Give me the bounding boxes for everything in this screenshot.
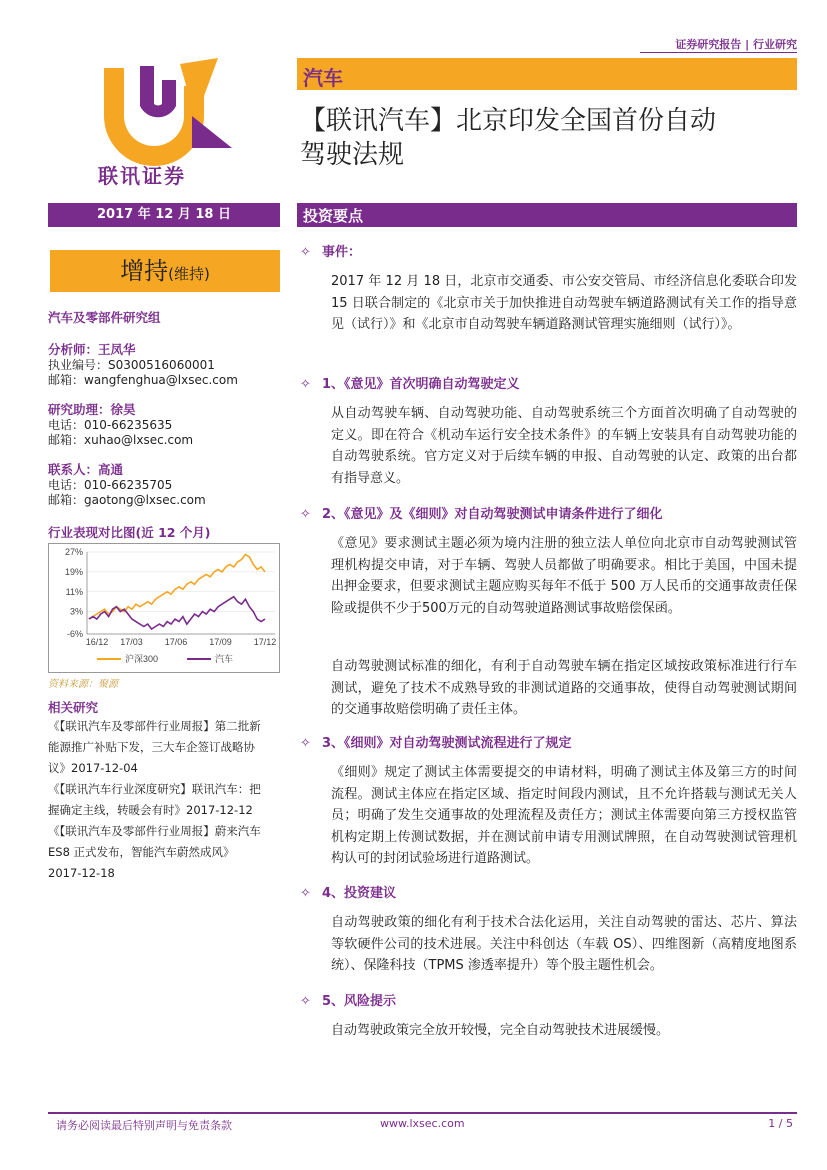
summary-title: 投资要点 bbox=[303, 207, 364, 225]
diamond-bullet-icon: ✧ bbox=[300, 377, 311, 392]
report-date: 2017 年 12 月 18 日 bbox=[48, 203, 280, 227]
assistant-phone: 电话：010-66235635 bbox=[48, 418, 173, 432]
related-item[interactable]: 《【联讯汽车行业深度研究】联讯汽车：把 bbox=[48, 782, 261, 796]
related-item[interactable]: 2017-12-18 bbox=[48, 866, 115, 880]
diamond-bullet-icon: ✧ bbox=[300, 507, 311, 522]
section-heading-text: 1、《意见》首次明确自动驾驶定义 bbox=[322, 377, 520, 392]
section-heading bbox=[300, 732, 572, 751]
section-paragraph: 自动驾驶政策的细化有利于技术合法化运用，关注自动驾驶的雷达、芯片、算法等软硬件公司的技术进展。关注中科创达（车载 OS）、四维图新（高精度地图系统）、保隆科技（TPMS 渗透率提升）等个股主题性机会。 bbox=[331, 915, 797, 973]
footer-disclaimer[interactable]: 请务必阅读最后特别声明与免责条款 bbox=[56, 1119, 232, 1132]
industry-label: 汽车 bbox=[303, 66, 343, 90]
section-heading-text: 4、投资建议 bbox=[322, 886, 397, 901]
report-title bbox=[300, 104, 800, 172]
rating-main: 增持 bbox=[120, 257, 169, 285]
related-item[interactable]: 《【联讯汽车及零部件行业周报】蔚来汽车 bbox=[48, 824, 261, 838]
title-line-2: 驾驶法规 bbox=[300, 140, 405, 170]
related-item[interactable]: 能源推广补贴下发，三大车企签订战略协 bbox=[48, 740, 255, 754]
header-divider bbox=[640, 52, 797, 53]
section-heading bbox=[300, 990, 396, 1009]
x-tick-label: 16/12 bbox=[85, 637, 109, 647]
footer-divider bbox=[48, 1112, 797, 1114]
y-tick-label: -6% bbox=[66, 629, 83, 639]
chart-title: 行业表现对比图(近 12 个月) bbox=[48, 525, 211, 540]
section-heading-text: 2、《意见》及《细则》对自动驾驶测试申请条件进行了细化 bbox=[322, 507, 663, 522]
rating-box bbox=[50, 250, 280, 292]
diamond-bullet-icon: ✧ bbox=[300, 245, 311, 260]
related-item[interactable]: 议》2017-12-04 bbox=[48, 761, 138, 775]
diamond-bullet-icon: ✧ bbox=[300, 886, 311, 901]
section-paragraph: 《细则》规定了测试主体需要提交的申请材料，明确了测试主体及第三方的时间流程。测试主体应在指定区域、指定时间段内测试，且不允许搭载与测试无关人员；明确了发生交通事故的处理流程及责任方；测试主体需要向第三方授权监管机构定期上传测试数据，并在测试前申请专用测试牌照，在自动驾驶测试管理机构认可的封闭试验场进行道路测试。 bbox=[331, 765, 797, 866]
analyst-email[interactable]: 邮箱：wangfenghua@lxsec.com bbox=[48, 373, 238, 387]
section-heading bbox=[300, 373, 520, 392]
section-paragraph: 自动驾驶政策完全放开较慢，完全自动驾驶技术进展缓慢。 bbox=[331, 1023, 670, 1038]
legend-label: 沪深300 bbox=[125, 654, 159, 664]
x-tick-label: 17/12 bbox=[253, 637, 277, 647]
industry-bar bbox=[297, 58, 797, 90]
section-paragraph: 2017 年 12 月 18 日，北京市交通委、市公安交管局、市经济信息化委联合印发 15 日联合制定的《北京市关于加快推进自动驾驶车辆道路测试有关工作的指导意见（试行）》和《北京市自动驾驶车辆道路测试管理实施细则（试行）》。 bbox=[331, 274, 797, 332]
y-tick-label: 19% bbox=[64, 566, 83, 577]
legend-label: 汽车 bbox=[215, 654, 234, 664]
series-line-0 bbox=[89, 555, 265, 620]
related-title: 相关研究 bbox=[48, 700, 99, 715]
related-item[interactable]: 握确定主线，转暖会有时》2017-12-12 bbox=[48, 803, 253, 817]
section-paragraph: 自动驾驶测试标准的细化，有利于自动驾驶车辆在指定区域按政策标准进行行车测试，避免了技术不成熟导致的非测试道路的交通事故，使得自动驾驶测试期间的交通事故赔偿明确了责任主体。 bbox=[331, 659, 797, 717]
related-item[interactable]: 《【联讯汽车及零部件行业周报】第二批新 bbox=[48, 719, 261, 733]
x-tick-label: 17/03 bbox=[120, 637, 143, 647]
contact-phone: 电话：010-66235705 bbox=[48, 478, 173, 492]
y-tick-label: 27% bbox=[64, 547, 83, 557]
chart-source: 资料来源：聚源 bbox=[48, 679, 118, 690]
section-heading bbox=[300, 882, 396, 901]
contact-email[interactable]: 邮箱：gaotong@lxsec.com bbox=[48, 493, 206, 507]
y-tick-label: 3% bbox=[69, 606, 83, 617]
report-type: 证券研究报告 | 行业研究 bbox=[675, 38, 797, 51]
x-tick-label: 17/09 bbox=[209, 637, 232, 647]
assistant-name: 研究助理：徐昊 bbox=[48, 402, 136, 417]
section-heading bbox=[300, 503, 663, 522]
section-heading-text: 3、《细则》对自动驾驶测试流程进行了规定 bbox=[322, 736, 572, 751]
logo-text: 联讯证券 bbox=[98, 164, 186, 188]
footer-website[interactable]: www.lxsec.com bbox=[380, 1117, 465, 1130]
section-heading-text: 5、风险提示 bbox=[322, 994, 397, 1009]
page-number: 1 / 5 bbox=[768, 1117, 793, 1130]
diamond-bullet-icon: ✧ bbox=[300, 994, 311, 1009]
analyst-name: 分析师：王凤华 bbox=[48, 342, 136, 357]
assistant-email[interactable]: 邮箱：xuhao@lxsec.com bbox=[48, 433, 194, 447]
section-heading-text: 事件： bbox=[322, 245, 362, 260]
performance-chart bbox=[49, 544, 279, 672]
contact-name: 联系人：高通 bbox=[48, 462, 124, 477]
analyst-cert: 执业编号：S0300516060001 bbox=[48, 358, 215, 372]
x-tick-label: 17/06 bbox=[164, 637, 188, 647]
performance-chart-frame bbox=[48, 543, 280, 673]
research-team: 汽车及零部件研究组 bbox=[48, 310, 161, 325]
title-line-1: 【联讯汽车】北京印发全国首份自动 bbox=[300, 106, 717, 136]
related-item[interactable]: ES8 正式发布，智能汽车蔚然成风》 bbox=[48, 845, 235, 859]
section-paragraph: 《意见》要求测试主题必须为境内注册的独立法人单位向北京市自动驾驶测试管理机构提交申请，对于车辆、驾驶人员都做了明确要求。相比于美国，中国未提出押金要求，但要求测试主题应购买每年不低于 500 万人民币的交通事故责任保险或提供不少于500万元的自动驾驶道路测试事故赔偿保函。 bbox=[331, 536, 797, 616]
y-tick-label: 11% bbox=[65, 586, 83, 597]
rating-sub: (维持) bbox=[168, 265, 210, 283]
section-heading bbox=[300, 241, 361, 260]
section-paragraph: 从自动驾驶车辆、自动驾驶功能、自动驾驶系统三个方面首次明确了自动驾驶的定义。即在符合《机动车运行安全技术条件》的车辆上安装具有自动驾驶功能的自动驾驶系统。官方定义对于后续车辆的申报、自动驾驶的认定、政策的出台都有指导意义。 bbox=[331, 406, 797, 486]
series-line-1 bbox=[89, 597, 265, 629]
summary-bar bbox=[297, 203, 797, 227]
diamond-bullet-icon: ✧ bbox=[300, 736, 311, 751]
related-list bbox=[48, 716, 280, 884]
